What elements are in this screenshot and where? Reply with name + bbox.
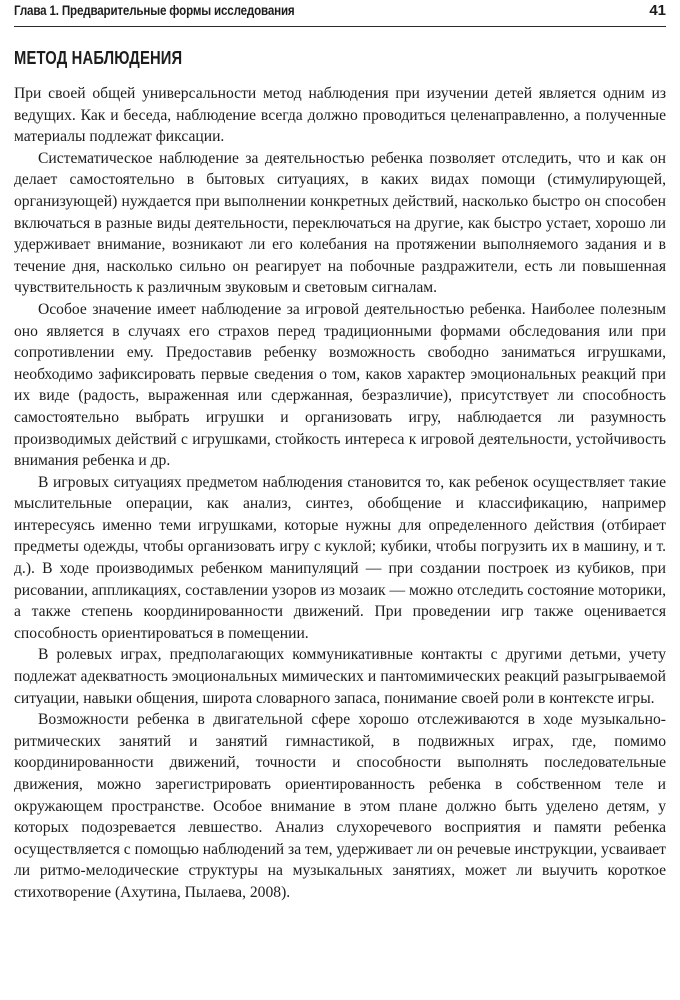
paragraph: Возможности ребенка в двигательной сфере хорошо отслеживаются в ходе музыкально-ритмических занятий и занятий гимнастикой, в подвижных играх, где, помимо координированности движений, точности и способности выполнять последовательные движения, можно зарегистрировать ориентированность ребенка в собственном теле и окружающем пространстве. Особое внимание в этом плане должно быть уделено детям, у которых подозревается левшество. Анализ слухоречевого восприятия и памяти ребенка осуществляется с помощью наблюдений за тем, удерживает ли он речевые инструкции, усваивает ли ритмо-мелодические структуры на музыкальных занятиях, может ли выучить короткое стихотворение (Ахутина, Пылаева, 2008). <box>14 711 666 901</box>
paragraph: Особое значение имеет наблюдение за игровой деятельностью ребенка. Наиболее полезным оно является в случаях его страхов перед традиционными формами обследования или при сопротивлении ему. Предоставив ребенку возможность свободно заниматься игрушками, необходимо зафиксировать первые сведения о том, каков характер эмоциональных реакций при их виде (радость, выраженная или сдержанная, безразличие), присутствует ли способность самостоятельно выбрать игрушки и организовать игру, наблюдается ли разумность производимых действий с игрушками, стойкость интереса к игровой деятельности, устойчивость внимания ребенка и др. <box>14 300 666 470</box>
page-number: 41 <box>649 2 666 19</box>
paragraph: В игровых ситуациях предметом наблюдения становится то, как ребенок осуществляет такие мыслительные операции, как анализ, синтез, обобщение и классификацию, например интересуясь именно теми игрушками, которые нужны для определенного действия (отбирает предметы одежды, чтобы организовать игру с куклой; кубики, чтобы погрузить их в машину, и т. д.). В ходе производимых ребенком манипуляций — при создании построек из кубиков, при рисовании, аппликациях, составлении узоров из мозаик — можно отследить состояние моторики, а также степень координированности движений. При проведении игр также оценивается способность ориентироваться в помещении. <box>14 473 666 642</box>
paragraph: В ролевых играх, предполагающих коммуникативные контакты с другими детьми, учету подлежат адекватность эмоциональных мимических и пантомимических реакций разыгрываемой ситуации, навыки общения, широта словарного запаса, понимание своей роли в контексте игры. <box>14 646 666 707</box>
chapter-title: Глава 1. Предварительные формы исследования <box>14 3 295 18</box>
paragraph: Систематическое наблюдение за деятельностью ребенка позволяет отследить, что и как он делает самостоятельно в бытовых ситуациях, в каких видах помощи (стимулирующей, организующей) нуждается при выполнении конкретных действий, насколько быстро он способен включаться в разные виды деятельности, переключаться на другие, как быстро устает, хорошо ли удерживает внимание, возникают ли его колебания на протяжении выполняемого задания и в течение дня, насколько сильно он реагирует на побочные раздражители, есть ли повышенная чувствительность к различным звуковым и световым сигналам. <box>14 149 666 297</box>
paragraph: При своей общей универсальности метод наблюдения при изучении детей является одним из ведущих. Как и беседа, наблюдение всегда должно проводиться целенаправленно, а полученные материалы подлежат фиксации. <box>14 85 666 146</box>
section-heading: МЕТОД НАБЛЮДЕНИЯ <box>14 48 183 68</box>
body-text <box>14 83 666 904</box>
running-header <box>14 0 666 27</box>
